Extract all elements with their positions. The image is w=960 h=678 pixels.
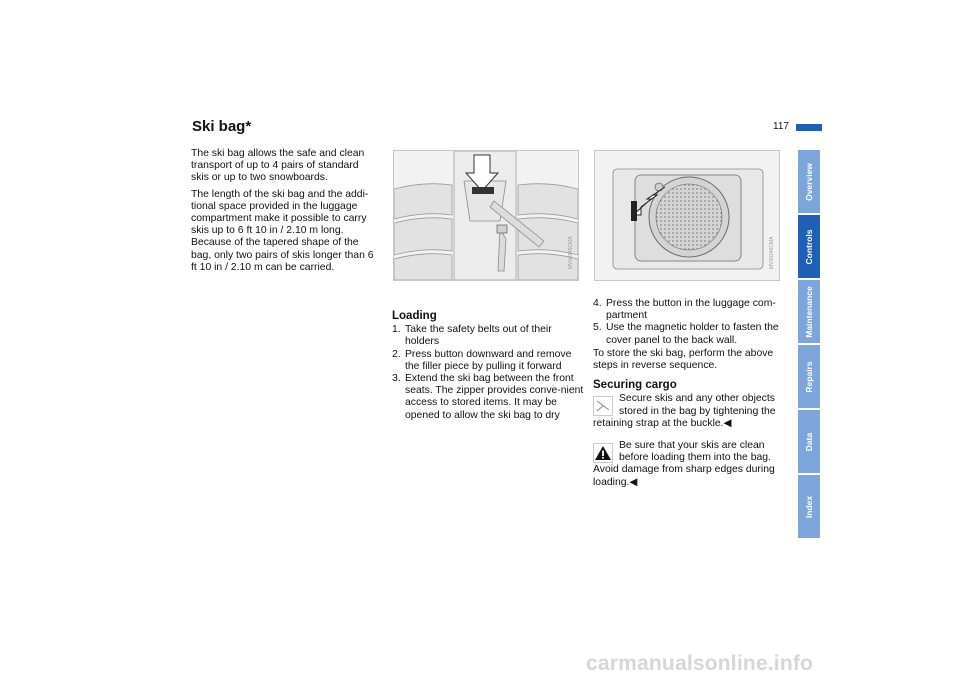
- seat-illustration: [394, 151, 578, 280]
- watermark: carmanualsonline.info: [586, 652, 814, 675]
- loading-heading: Loading: [392, 310, 437, 322]
- tab-index[interactable]: [798, 475, 820, 538]
- securing-section: [593, 298, 785, 489]
- warning-box: [593, 440, 785, 489]
- note-continuation: retaining strap at the buckle.◀: [593, 417, 732, 429]
- intro-paragraph-1: The ski bag allows the safe and clean transport of up to 4 pairs of standard skis or up to two snowboards.: [191, 148, 365, 184]
- step-text: Press the button in the luggage com-partment: [606, 298, 776, 322]
- intro-column: [191, 148, 379, 278]
- loading-section: [392, 310, 588, 422]
- figure-code: MV00346CMA: [769, 236, 775, 269]
- note-line-2: stored in the bag by tightening the: [619, 405, 776, 417]
- warning-triangle-icon: [593, 443, 613, 463]
- note-box: [593, 393, 785, 430]
- step-text: Take the safety belts out of their holders: [405, 324, 552, 348]
- securing-heading: Securing cargo: [593, 379, 677, 392]
- warning-continuation: Avoid damage from sharp edges during loading.◀: [593, 464, 775, 488]
- tab-label: Maintenance: [804, 285, 814, 338]
- figure-luggage-compartment: [594, 150, 780, 281]
- warning-line-2: before loading them into the bag.: [619, 452, 771, 464]
- loading-steps: [392, 324, 588, 422]
- step-number: 2.: [392, 348, 401, 360]
- step-text: Use the magnetic holder to fasten the cover panel to the back wall.: [606, 322, 779, 346]
- figure-code: MV00345CMA: [568, 236, 574, 269]
- list-item: [593, 298, 785, 322]
- page-number-bar: [796, 124, 822, 131]
- loading-steps-continued: [593, 298, 785, 347]
- step-number: 3.: [392, 373, 401, 385]
- list-item: [392, 349, 588, 373]
- tab-label: Overview: [804, 162, 814, 201]
- intro-paragraph-2: The length of the ski bag and the addi-tional space provided in the luggage compartment make it possible to carry skis up to 6 ft 10 in / 2.10 m long. Because of the tapered shape of the bag, only two pairs of skis longer than 6 ft 10 in / 2.10 m can be carried.: [191, 188, 374, 273]
- note-line-1: Secure skis and any other objects: [619, 393, 775, 405]
- list-item: [593, 322, 785, 346]
- page-title: Ski bag*: [192, 118, 252, 135]
- list-item: [392, 324, 588, 348]
- list-item: [392, 373, 588, 422]
- store-instructions: To store the ski bag, perform the above steps in reverse sequence.: [593, 347, 774, 372]
- page-number: 117: [773, 121, 789, 132]
- section-tabs: [798, 150, 820, 540]
- tab-label: Index: [804, 495, 814, 518]
- step-number: 5.: [593, 322, 602, 334]
- tab-label: Data: [804, 432, 814, 451]
- tab-overview[interactable]: [798, 150, 820, 213]
- step-number: 1.: [392, 324, 401, 336]
- note-check-icon: [593, 396, 613, 416]
- tab-label: Repairs: [804, 360, 814, 393]
- tab-label: Controls: [804, 229, 814, 264]
- speaker-illustration: [595, 151, 779, 280]
- tab-controls[interactable]: [798, 215, 820, 278]
- step-text: Extend the ski bag between the front seats. The zipper provides conve-nient access to stored items. It may be opened to allow the ski bag to dry: [405, 373, 584, 421]
- tab-repairs[interactable]: [798, 345, 820, 408]
- figure-seat-ski-bag: [393, 150, 579, 281]
- step-number: 4.: [593, 298, 602, 309]
- warning-line-1: Be sure that your skis are clean: [619, 440, 765, 452]
- tab-data[interactable]: [798, 410, 820, 473]
- step-text: Press button downward and remove the filler piece by pulling it forward: [405, 348, 572, 372]
- tab-maintenance[interactable]: [798, 280, 820, 343]
